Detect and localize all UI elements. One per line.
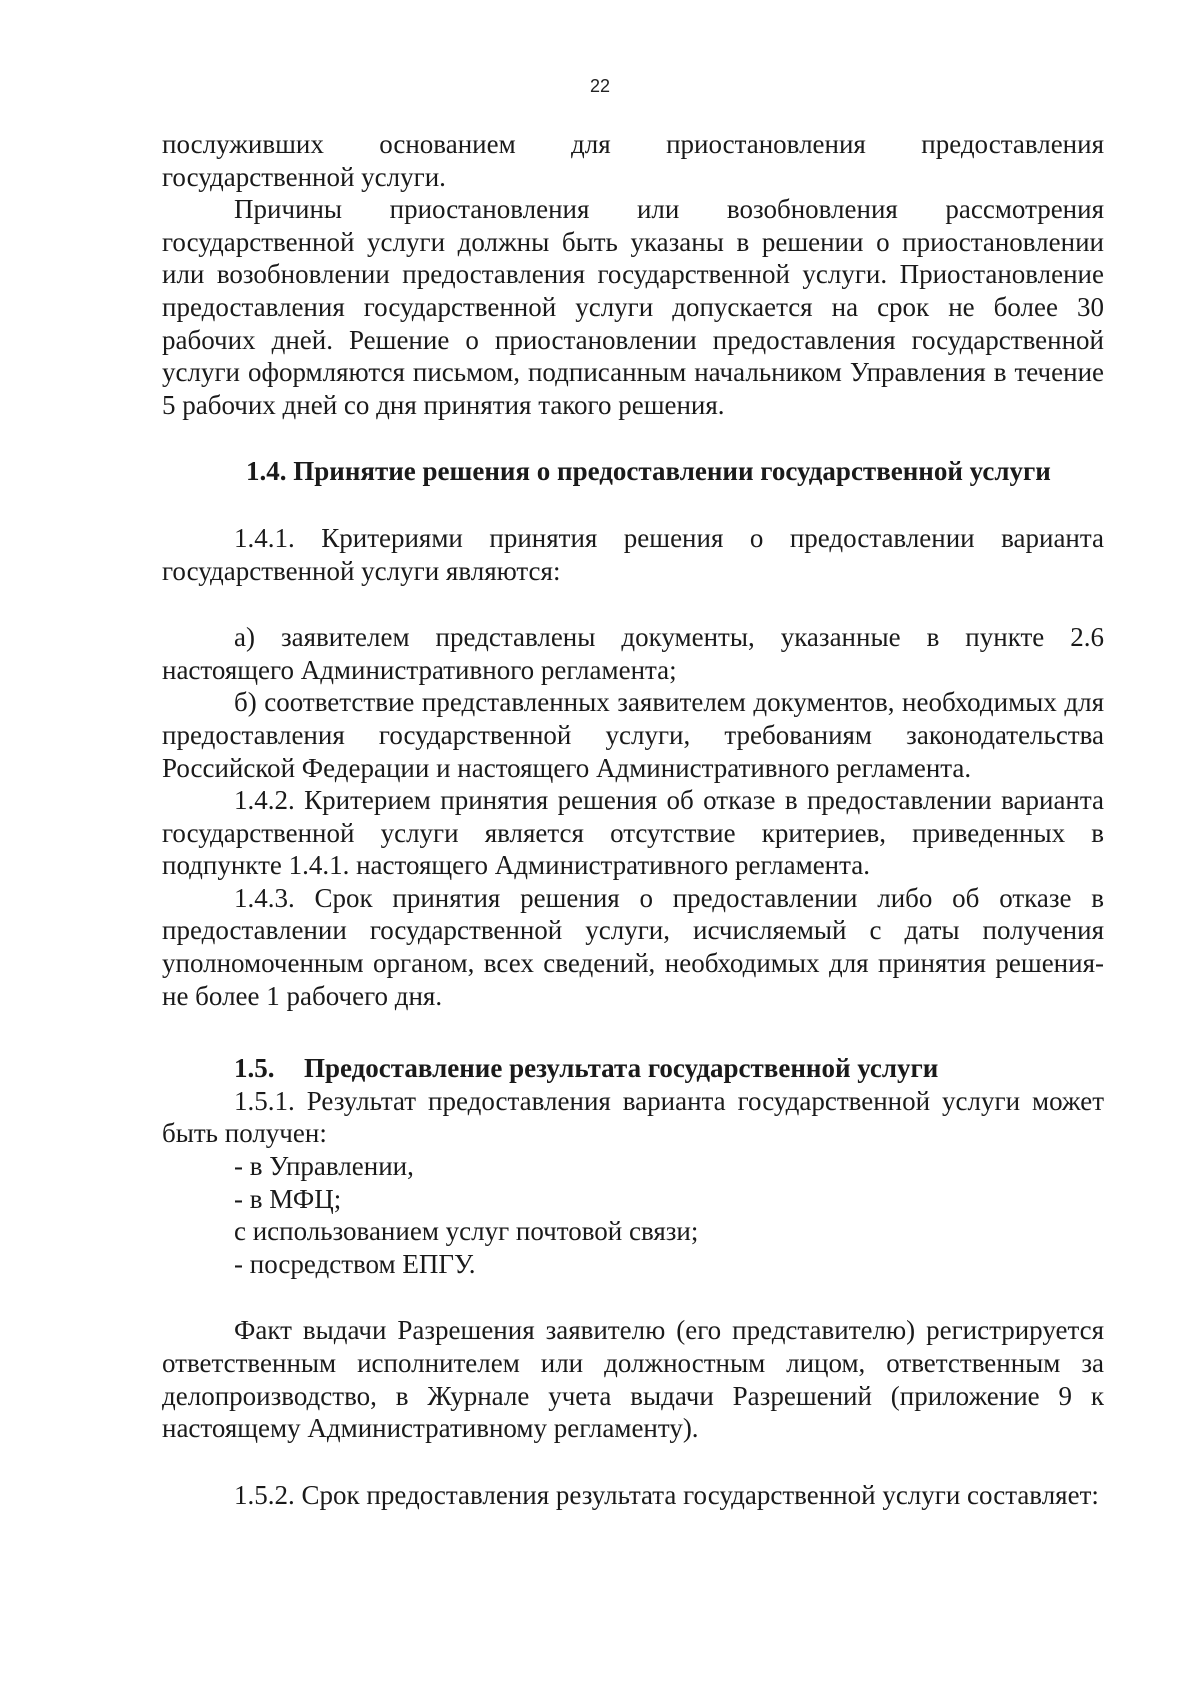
paragraph-1-4-3: 1.4.3. Срок принятия решения о предоставлении либо об отказе в предоставлении государственной услуги, исчисляемый с даты получения уполномоченным органом, всех сведений, необходимых для принятия решения-не более 1 рабочего дня. — [162, 882, 1104, 1011]
paragraph-suspension-reasons: Причины приостановления или возобновления рассмотрения государственной услуги должны быть указаны в решении о приостановлении или возобновлении предоставления государственной услуги. Приостановление предоставления государственной услуги допускается на срок не более 30 рабочих дней. Решение о приостановлении предоставления государственной услуги оформляются письмом, подписанным начальником Управления в течение 5 рабочих дней со дня принятия такого решения. — [162, 194, 1104, 420]
document-body — [162, 128, 1104, 1511]
section-heading-1-4: 1.4. Принятие решения о предоставлении государственной услуги — [246, 456, 1051, 487]
paragraph-1-4-2: 1.4.2. Критерием принятия решения об отказе в предоставлении варианта государственной услуги является отсутствие критериев, приведенных в подпункте 1.4.1. настоящего Административного регламента. — [162, 785, 1104, 881]
paragraph-continuation: послуживших основанием для приостановления предоставления государственной услуги. — [162, 129, 1104, 192]
section-heading-1-5 — [162, 1052, 1104, 1085]
paragraph-1-5-2: 1.5.2. Срок предоставления результата государственной услуги составляет: — [234, 1479, 1099, 1510]
section-number-1-5: 1.5. — [234, 1053, 275, 1084]
section-title-1-5: Предоставление результата государственной услуги — [304, 1053, 939, 1084]
list-item: - посредством ЕПГУ. — [234, 1248, 476, 1279]
list-item: с использованием услуг почтовой связи; — [234, 1216, 699, 1247]
paragraph-item-b: б) соответствие представленных заявителем документов, необходимых для предоставления государственной услуги, требованиям законодательства Российской Федерации и настоящего Административного регламента. — [162, 687, 1104, 783]
list-item: - в Управлении, — [234, 1151, 414, 1182]
paragraph-item-a: а) заявителем представлены документы, указанные в пункте 2.6 настоящего Административного регламента; — [162, 622, 1104, 685]
page-number: 22 — [589, 76, 611, 96]
paragraph-issuance-fact: Факт выдачи Разрешения заявителю (его представителю) регистрируется ответственным исполнителем или должностным лицом, ответственным за делопроизводство, в Журнале учета выдачи Разрешений (приложение 9 к настоящему Административному регламенту). — [162, 1315, 1104, 1444]
paragraph-1-4-1: 1.4.1. Критериями принятия решения о предоставлении варианта государственной услуги являются: — [162, 522, 1104, 586]
paragraph-1-5-1: 1.5.1. Результат предоставления варианта государственной услуги может быть получен: — [162, 1085, 1104, 1149]
list-item: - в МФЦ; — [234, 1183, 342, 1214]
